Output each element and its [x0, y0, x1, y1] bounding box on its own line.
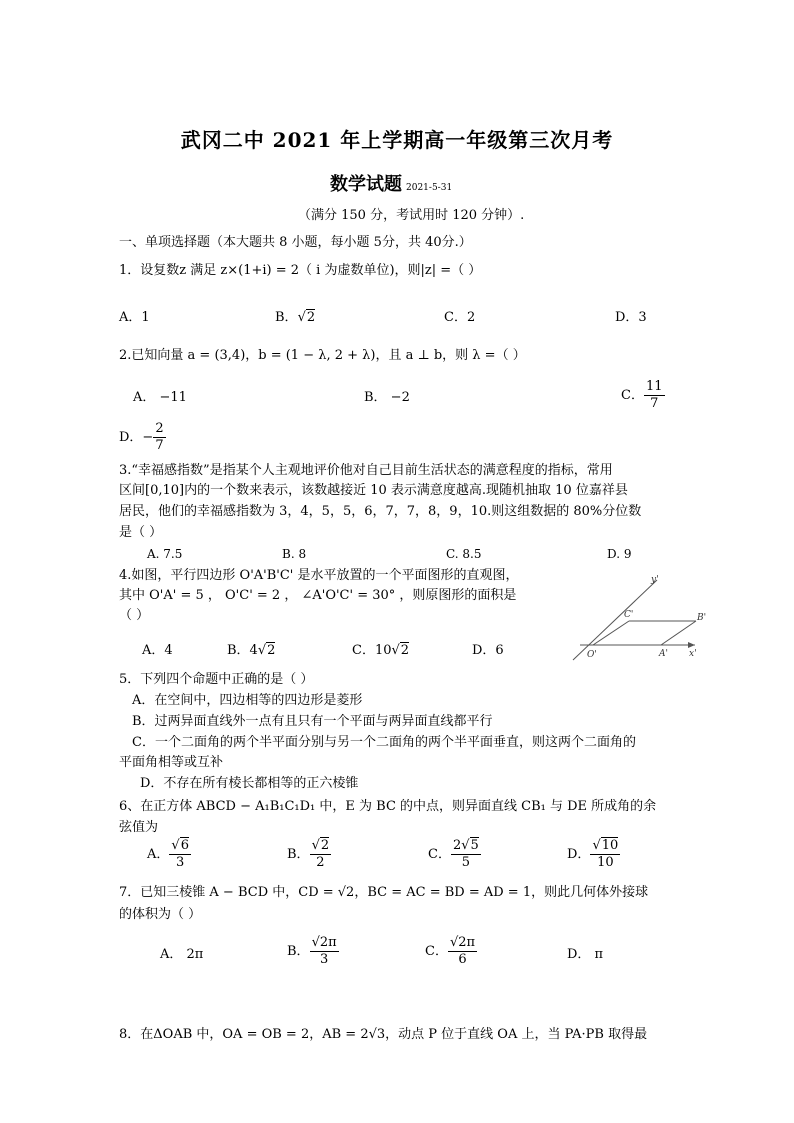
label-a: A': [659, 649, 668, 659]
q3-option-a: A. 7.5: [147, 547, 183, 561]
q7-line-2: 的体积为（ ）: [119, 907, 202, 922]
q8-line-1: 8．在ΔOAB 中，OA = OB = 2，AB = 2√3，动点 P 位于直线 OA 上，当 PA·PB 取得最: [119, 1027, 648, 1042]
q5-stem: 5．下列四个命题中正确的是（ ）: [119, 672, 314, 687]
q7-line-1: 7．已知三棱锥 A − BCD 中，CD = √2，BC = AC = BD = AD = 1，则此几何体外接球: [119, 885, 649, 900]
q1-option-c: C．2: [444, 310, 476, 325]
exam-note: （满分 150 分，考试用时 120 分钟）.: [298, 208, 525, 223]
q6-line-1: 6、在正方体 ABCD − A₁B₁C₁D₁ 中，E 为 BC 的中点，则异面直线 CB₁ 与 DE 所成角的余: [119, 799, 657, 814]
q5-option-a: A．在空间中，四边相等的四边形是菱形: [132, 693, 363, 708]
q5-option-b: B．过两异面直线外一点有且只有一个平面与两异面直线都平行: [132, 714, 493, 729]
q4-line-1: 4.如图，平行四边形 O'A'B'C' 是水平放置的一个平面图形的直观图，: [119, 568, 519, 583]
q1-option-d: D．3: [615, 310, 647, 325]
q5-option-d: D．不存在所有棱长都相等的正六棱锥: [140, 776, 359, 791]
q4-option-c: C．10√2: [352, 643, 410, 658]
section-heading: 一、单项选择题（本大题共 8 小题，每小题 5分，共 40分.）: [119, 235, 472, 250]
q3-line-4: 是（ ）: [119, 525, 163, 540]
label-y: y': [651, 575, 659, 585]
q1-option-a: A．1: [119, 310, 150, 325]
q1-stem: 1．设复数z 满足 z×(1+i) = 2（ i 为虚数单位)，则|z| =（ ）: [119, 263, 482, 278]
q6-option-b: B． $\frac{√2}{2}$: [287, 838, 330, 870]
q2-option-d: D．− $\frac{2}{7}$: [119, 421, 164, 453]
exam-date: 2021-5-31: [406, 183, 453, 193]
q4-line-3: （ ）: [119, 608, 150, 623]
q4-option-d: D．6: [472, 643, 504, 658]
q3-option-d: D. 9: [607, 547, 632, 561]
q6-option-c: C． $\frac{2√5}{5}$: [428, 838, 479, 870]
q7-option-b: B． $\frac{√2\pi}{3}$: [287, 935, 337, 967]
q7-option-c: C． $\frac{√2\pi}{6}$: [425, 935, 476, 967]
q7-option-a: A． 2π: [160, 947, 204, 962]
edge-oc: [593, 621, 629, 645]
label-b: B': [697, 613, 707, 623]
q4-option-b: B．4√2: [227, 643, 276, 658]
edge-ba: [661, 621, 696, 645]
q5-option-c-line-2: 平面角相等或互补: [119, 755, 224, 770]
q1-option-b: B．√2: [275, 310, 316, 325]
q6-option-d: D． $\frac{√10}{10}$: [567, 838, 619, 870]
q3-option-c: C. 8.5: [446, 547, 482, 561]
q2-option-c: C． $\frac{11}{7}$: [621, 379, 663, 411]
q4-figure: [565, 570, 705, 665]
label-x: x': [689, 649, 697, 659]
q4-line-2: 其中 O'A' = 5 ， O'C' = 2 ， ∠A'O'C' = 30° ，则原图形的面积是: [119, 588, 517, 603]
q3-line-2: 区间[0,10]内的一个数来表示，该数越接近 10 表示满意度越高.现随机抽取 10 位嘉祥县: [119, 483, 628, 498]
exam-title: 武冈二中 2021 年上学期高一年级第三次月考: [180, 128, 614, 152]
q2-option-a: A． −11: [133, 390, 187, 405]
y-axis: [573, 580, 657, 660]
label-o: O': [587, 650, 597, 660]
q5-option-c-line-1: C．一个二面角的两个半平面分别与另一个二面角的两个半平面垂直，则这两个二面角的: [132, 735, 636, 750]
q6-option-a: A． $\frac{√6}{3}$: [147, 838, 189, 870]
q6-line-2: 弦值为: [119, 820, 159, 835]
x-axis-arrow-icon: [688, 642, 695, 648]
subject-title: 数学试题: [330, 174, 402, 195]
exam-subtitle: [330, 170, 452, 196]
q3-option-b: B. 8: [282, 547, 307, 561]
q2-option-b: B． −2: [364, 390, 410, 405]
q4-option-a: A．4: [142, 643, 173, 658]
q3-line-3: 居民，他们的幸福感指数为 3，4，5，5，6，7，7，8，9，10.则这组数据的 80%分位数: [119, 504, 642, 519]
label-c: C': [624, 610, 634, 620]
q7-option-d: D． π: [567, 947, 604, 962]
q3-line-1: 3.“幸福感指数”是指某个人主观地评价他对自己目前生活状态的满意程度的指标，常用: [119, 463, 613, 478]
q2-stem: 2.已知向量 a = (3,4)，b = (1 − λ, 2 + λ)，且 a ⊥ b，则 λ =（ ）: [119, 348, 526, 363]
